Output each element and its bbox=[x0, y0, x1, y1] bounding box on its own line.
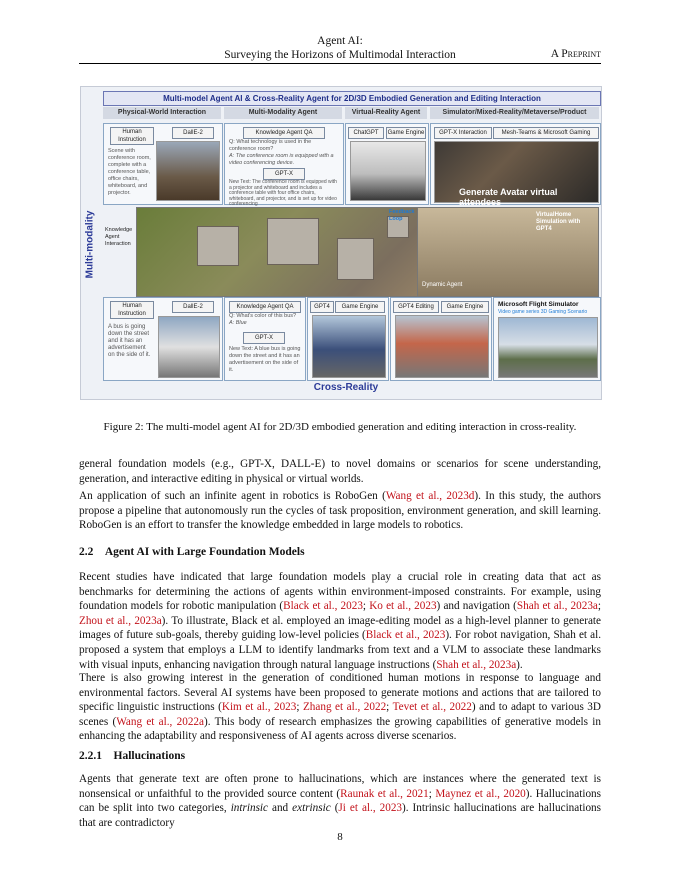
citation-link[interactable]: Ko et al., 2023 bbox=[369, 600, 437, 613]
physical-panel-top bbox=[103, 123, 223, 205]
flight-sim-panel bbox=[493, 297, 601, 381]
header-subtitle: Surveying the Horizons of Multimodal Interaction bbox=[224, 49, 456, 61]
section-2-2-heading: 2.2 Agent AI with Large Foundation Models bbox=[79, 546, 305, 558]
multimodality-panel-top bbox=[224, 123, 344, 205]
paragraph-foundation-models: Recent studies have indicated that large foundation models play a crucial role in creating data that act as benchmarks for determining the actions of agents within environment-imposed constraints. For example, using foundation models for robotic manipulation (Black et al., 2023; Ko et al., 2023) and navigation (Shah et al., 2023a; Zhou et al., 2023a). To illustrate, Black et al. employed an image-editing model as a high-level planner to generate images of future sub-goals, thereby guiding low-level policies (Black et al., 2023). For robot navigation, Shah et al. proposed a system that employs a LLM to identify landmarks from text and a VLM to associate these landmarks with visual inputs, enhancing navigation through natural language instructions (Shah et al., 2023a). bbox=[79, 571, 602, 671]
column-header-vr: Virtual-Reality Agent bbox=[345, 107, 427, 119]
flight-sim-image bbox=[498, 317, 598, 378]
citation-link[interactable]: Kim et al., 2023 bbox=[221, 701, 297, 714]
paragraph-human-motion: There is also growing interest in the generation of conditioned human motions in response to language and environmental factors. Several AI systems have been proposed to generate motions and actions that are tailored to specific linguistic instructions (Kim et al., 2023; Zhang et al., 2022; Tevet et al., 2022) and to adapt to various 3D scenes (Wang et al., 2022a). This body of research emphasizes the growing capabilities of generative models in enhancing the adaptability and responsiveness of AI agents across diverse scenarios. bbox=[79, 672, 601, 743]
human-instruction-tag: Human Instruction bbox=[110, 301, 154, 319]
dynamic-agent-label: Dynamic Agent bbox=[422, 282, 463, 288]
citation-link[interactable]: Tevet et al., 2022 bbox=[392, 701, 472, 714]
citation-link[interactable]: Raunak et al., 2021 bbox=[340, 787, 429, 800]
dalle-tag: DallE-2 bbox=[172, 301, 214, 313]
citation-link[interactable]: Zhang et al., 2022 bbox=[302, 701, 387, 714]
paragraph-continuation: general foundation models (e.g., GPT-X, DALL-E) to novel domains or scenarios for scene understanding, generation, and interactive editing in physical or virtual worlds. bbox=[79, 458, 601, 485]
figure-caption: Figure 2: The multi-model agent AI for 2D/3D embodied generation and editing interaction in cross-reality. bbox=[103, 421, 577, 433]
header-preprint: A Preprint bbox=[550, 48, 601, 60]
citation-link[interactable]: Ji et al., 2023 bbox=[338, 802, 403, 815]
section-2-2-1-heading: 2.2.1 Hallucinations bbox=[79, 750, 186, 762]
chatgpt-tag: ChatGPT bbox=[348, 127, 384, 139]
column-header-simulator: Simulator/Mixed-Reality/Metaverse/Product bbox=[430, 107, 599, 119]
knowledge-agent-label: Knowledge Agent Interaction bbox=[105, 227, 133, 247]
citation-link[interactable]: Wang et al., 2022a bbox=[116, 715, 204, 728]
figure-title: Multi-model Agent AI & Cross-Reality Agent for 2D/3D Embodied Generation and Editing Interaction bbox=[103, 91, 601, 106]
qa-answer: A: Blue bbox=[229, 320, 247, 326]
knowledge-qa-tag: Knowledge Agent QA bbox=[243, 127, 325, 139]
new-text: New Text: A blue bus is going down the street and it has an advertisement on the side of it. bbox=[229, 346, 301, 373]
physical-panel-bottom bbox=[103, 297, 223, 381]
simulator-panel-top bbox=[430, 123, 601, 205]
avatar-caption: Generate Avatar virtual attendees bbox=[459, 187, 558, 207]
citation-link[interactable]: Black et al., 2023 bbox=[283, 600, 363, 613]
citation-link[interactable]: Shah et al., 2023a bbox=[436, 658, 517, 671]
paragraph-robogen: An application of such an infinite agent in robotics is RoboGen (Wang et al., 2023d). In this study, the authors propose a pipeline that autonomously run the cycles of task proposition, environment generation, and skill learning. RoboGen is an effort to transfer the knowledge embedded in large models to robotics. bbox=[79, 490, 602, 532]
qa-question: Q: What technology is used in the conference room? bbox=[229, 139, 312, 152]
blue-bus-image bbox=[312, 315, 386, 378]
knowledge-qa-tag: Knowledge Agent QA bbox=[229, 301, 301, 313]
gpt4-tag: GPT4 bbox=[310, 301, 334, 313]
msfs-title: Microsoft Flight Simulator bbox=[498, 301, 579, 308]
multimodality-axis bbox=[82, 127, 100, 377]
citation-link[interactable]: Zhou et al., 2023a bbox=[79, 614, 162, 627]
header-title: Agent AI: bbox=[317, 35, 363, 47]
citation-link[interactable]: Black et al., 2023 bbox=[365, 629, 446, 642]
gptx-interaction-tag: GPT-X Interaction bbox=[434, 127, 492, 139]
paragraph-hallucinations: Agents that generate text are often prone to hallucinations, which are instances where the generated text is nonsensical or unfaithful to the provided source content (Raunak et al., 2021; Maynez et al., 2020). Hallucinations can be split into two categories, intrinsic and extrinsic (Ji et al., 2023). Intrinsic hallucinations are hallucinations that are contradictory bbox=[79, 773, 602, 829]
citation-link[interactable]: Wang et al., 2023d bbox=[385, 490, 475, 502]
qa-answer: A: The conference room is equipped with a video conferencing device. bbox=[229, 153, 334, 166]
virtualhome-image bbox=[417, 207, 599, 297]
gpt4-editing-tag: GPT4 Editing bbox=[393, 301, 439, 313]
column-header-physical: Physical-World Interaction bbox=[103, 107, 221, 119]
new-text: New Text: The conference room is equipped with a projector and whiteboard and includes a conference table with four office chairs, whiteboard, and projector, and is set up for video conferencing bbox=[229, 179, 337, 207]
vr-panel-bottom bbox=[307, 297, 389, 381]
mesh-tag: Mesh-Teams & Microsoft Gaming bbox=[493, 127, 599, 139]
virtualhome-label: VirtualHome Simulation with GPT4 bbox=[536, 212, 581, 232]
header-rule bbox=[79, 63, 601, 64]
building bbox=[197, 226, 239, 266]
qa-question: Q: What's color of this bus? bbox=[229, 313, 297, 319]
human-instruction-tag: Human Instruction bbox=[110, 127, 154, 145]
citation-link[interactable]: Shah et al., 2023a bbox=[516, 600, 598, 613]
conference-room-image bbox=[156, 141, 220, 201]
street-edit-image bbox=[395, 315, 489, 378]
citation-link[interactable]: Maynez et al., 2020 bbox=[435, 787, 526, 800]
game-engine-tag: Game Engine bbox=[335, 301, 385, 313]
multimodality-panel-bottom bbox=[224, 297, 306, 381]
game-engine-tag: Game Engine bbox=[441, 301, 489, 313]
vr-panel-top bbox=[345, 123, 429, 205]
cross-reality-label: Cross-Reality bbox=[313, 382, 379, 393]
gptx-tag: GPT-X bbox=[243, 332, 285, 344]
vr-desk-image bbox=[350, 141, 426, 201]
side-label: Multi-modality bbox=[84, 210, 96, 279]
bus-image bbox=[158, 316, 220, 378]
dalle-tag: DallE-2 bbox=[172, 127, 214, 139]
bus-text: A bus is going down the street and it has an advertisement on the side of it. bbox=[108, 324, 151, 358]
scene-text: Scene with conference room, complete with a conference table, office chairs, whiteboard, and projector. bbox=[108, 148, 151, 196]
editing-panel-bottom bbox=[390, 297, 492, 381]
feedback-loop-label: Feedback Loop bbox=[389, 209, 415, 222]
page-number: 8 bbox=[337, 831, 343, 843]
msfs-subtitle: Video game series 3D Gaming Scenario bbox=[498, 309, 588, 315]
figure-2 bbox=[80, 86, 602, 400]
building bbox=[337, 238, 374, 280]
building bbox=[267, 218, 319, 265]
game-engine-tag: Game Engine bbox=[386, 127, 426, 139]
column-header-multimodality: Multi-Modality Agent bbox=[224, 107, 342, 119]
gptx-tag: GPT-X bbox=[263, 168, 305, 180]
